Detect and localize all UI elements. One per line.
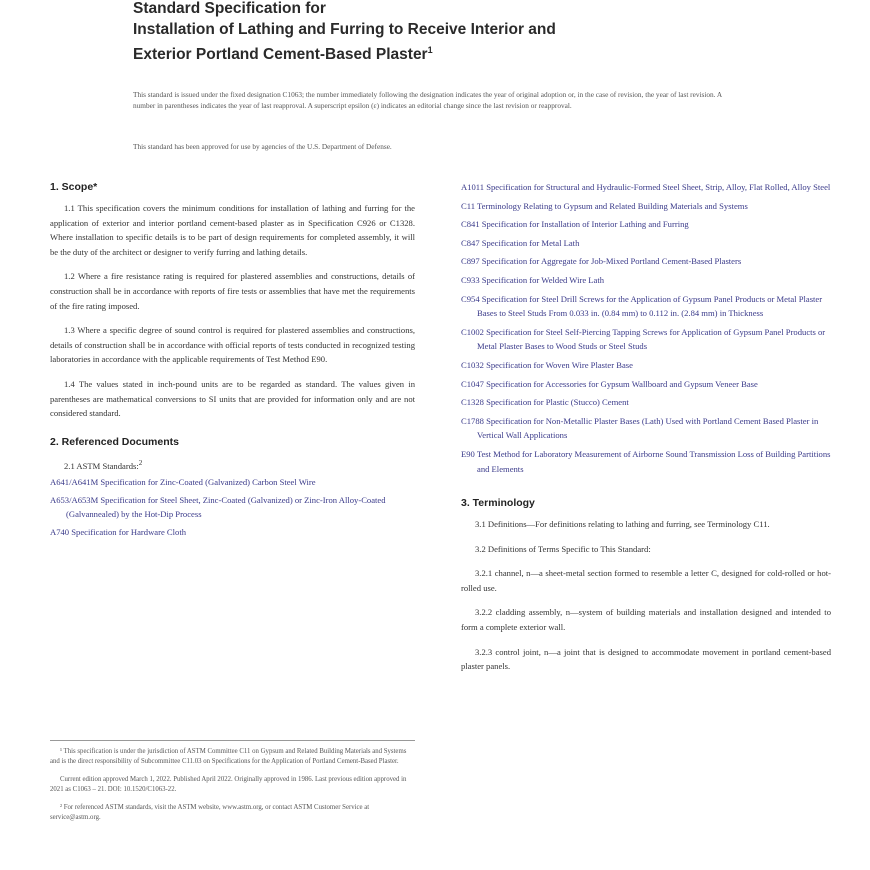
reference-link[interactable]: C1328 Specification for Plastic (Stucco) Cement (461, 397, 629, 408)
reference-link[interactable]: C11 Terminology Relating to Gypsum and Related Building Materials and Systems (461, 200, 748, 211)
terminology-paragraph: 3.2.2 cladding assembly, n—system of building materials and installation designed and intended to form a complete exterior wall. (461, 607, 831, 633)
left-column (50, 180, 415, 543)
reference-link[interactable]: C1788 Specification for Non-Metallic Plaster Bases (Lath) Used with Portland Cement Based Plaster in Vertical Wall Applications (461, 415, 819, 441)
reference-link[interactable]: C1047 Specification for Accessories for Gypsum Wallboard and Gypsum Veneer Base (461, 378, 758, 389)
astm-standards-label: 2.1 ASTM Standards: (64, 460, 139, 471)
astm-standards-subheading (64, 456, 415, 473)
section-heading-referenced-documents: 2. Referenced Documents (50, 435, 179, 448)
terminology-paragraph: 3.2.1 channel, n—a sheet-metal section formed to resemble a letter C, designed for cold-rolled or hot-rolled use. (461, 568, 831, 593)
footnote: ² For referenced ASTM standards, visit the ASTM website, www.astm.org, or contact ASTM Customer Service at service@astm.org. (50, 804, 370, 821)
reference-link[interactable]: C841 Specification for Installation of Interior Lathing and Furring (461, 219, 689, 230)
scope-paragraph: 1.1 This specification covers the minimum conditions for installation of lathing and furring for the application of exterior and interior portland cement-based plaster as in Specification C926 or C1328. Where installation to specific details is to be part of design requirements for completed assembly, it will be the duty of the architect or designer to verify furring and lathing details. (50, 203, 415, 257)
reference-link[interactable]: C847 Specification for Metal Lath (461, 237, 580, 248)
terminology-paragraph: 3.1 Definitions—For definitions relating to lathing and furring, see Terminology C11. (475, 519, 770, 530)
reference-link[interactable]: A1011 Specification for Structural and Hydraulic-Formed Steel Sheet, Strip, Alloy, Flat Rolled, Alloy Steel (461, 182, 831, 192)
scope-paragraph: 1.2 Where a fire resistance rating is required for plastered assemblies and constructions, details of construction shall be in accordance with reports of fire tests or assemblies that have met the requirements of the fire rating imposed. (50, 271, 415, 311)
footnote: ¹ This specification is under the jurisdiction of ASTM Committee C11 on Gypsum and Related Building Materials and Systems and is the direct responsibility of Subcommittee C11.03 on Specifications for the Application of Portland Cement-Based Plaster. (50, 748, 407, 765)
reference-link[interactable]: E90 Test Method for Laboratory Measurement of Airborne Sound Transmission Loss of Building Partitions and Elements (461, 448, 831, 474)
scope-paragraph: 1.3 Where a specific degree of sound control is required for plastered assemblies and constructions, details of construction shall be in accordance with official reports of tests conducted in recognized testing laboratories in accordance with the applicable requirements of Test Method E90. (50, 325, 415, 365)
footnotes (50, 740, 415, 831)
title-line-3-text: Exterior Portland Cement-Based Plaster (133, 46, 428, 64)
reference-link[interactable]: C954 Specification for Steel Drill Screws for the Application of Gypsum Panel Products or Metal Plaster Bases to Steel Studs From 0.033 in. (0.84 mm) to 0.112 in. (2.84 mm) in Thickness (461, 293, 823, 319)
title-line-2: Installation of Lathing and Furring to Receive Interior and (133, 21, 556, 38)
reference-link[interactable]: A653/A653M Specification for Steel Sheet, Zinc-Coated (Galvanized) or Zinc-Iron Alloy-Coated (Galvannealed) by the Hot-Dip Process (50, 494, 386, 520)
reference-list-continued (461, 180, 831, 476)
footnote: Current edition approved March 1, 2022. Published April 2022. Originally approved in 1986. Last previous edition approved in 2021 as C1063 – 21. DOI: 10.1520/C1063-22. (50, 776, 407, 793)
document-title (133, 0, 773, 65)
section-heading-terminology: 3. Terminology (461, 497, 535, 510)
reference-link[interactable]: A641/A641M Specification for Zinc-Coated (Galvanized) Carbon Steel Wire (50, 477, 316, 488)
reference-link[interactable]: C933 Specification for Welded Wire Lath (461, 274, 605, 285)
astm-footnote-mark: 2 (138, 458, 143, 467)
terminology-paragraph: 3.2 Definitions of Terms Specific to This Standard: (475, 543, 651, 554)
section-heading-scope: 1. Scope* (50, 181, 98, 193)
title-line-3 (133, 40, 773, 65)
reference-link[interactable]: A740 Specification for Hardware Cloth (50, 526, 187, 537)
reference-link[interactable]: C897 Specification for Aggregate for Job-Mixed Portland Cement-Based Plasters (461, 256, 742, 267)
designation-note: This standard is issued under the fixed designation C1063; the number immediately following the designation indicates the year of original adoption or, in the case of revision, the year of last revision. A number in parentheses indicates the year of last reapproval. A superscript epsilon (ε) indicates an editorial change since the last revision or reapproval. (133, 90, 722, 111)
scope-paragraph: 1.4 The values stated in inch-pound units are to be regarded as standard. The values given in parentheses are mathematical conversions to SI units that are provided for information only and are not considered standard. (50, 378, 415, 419)
dod-approval-note: This standard has been approved for use by agencies of the U.S. Department of Defense. (133, 142, 392, 151)
title-footnote-mark: 1 (427, 45, 433, 55)
right-column (461, 180, 831, 684)
reference-link[interactable]: C1002 Specification for Steel Self-Piercing Tapping Screws for Application of Gypsum Panel Products or Metal Plaster Bases to Wood Studs or Steel Studs (461, 326, 826, 352)
terminology-paragraph: 3.2.3 control joint, n—a joint that is designed to accommodate movement in portland cement-based plaster panels. (461, 646, 831, 672)
title-line-1: Standard Specification for (133, 0, 326, 17)
reference-link[interactable]: C1032 Specification for Woven Wire Plaster Base (461, 359, 633, 370)
